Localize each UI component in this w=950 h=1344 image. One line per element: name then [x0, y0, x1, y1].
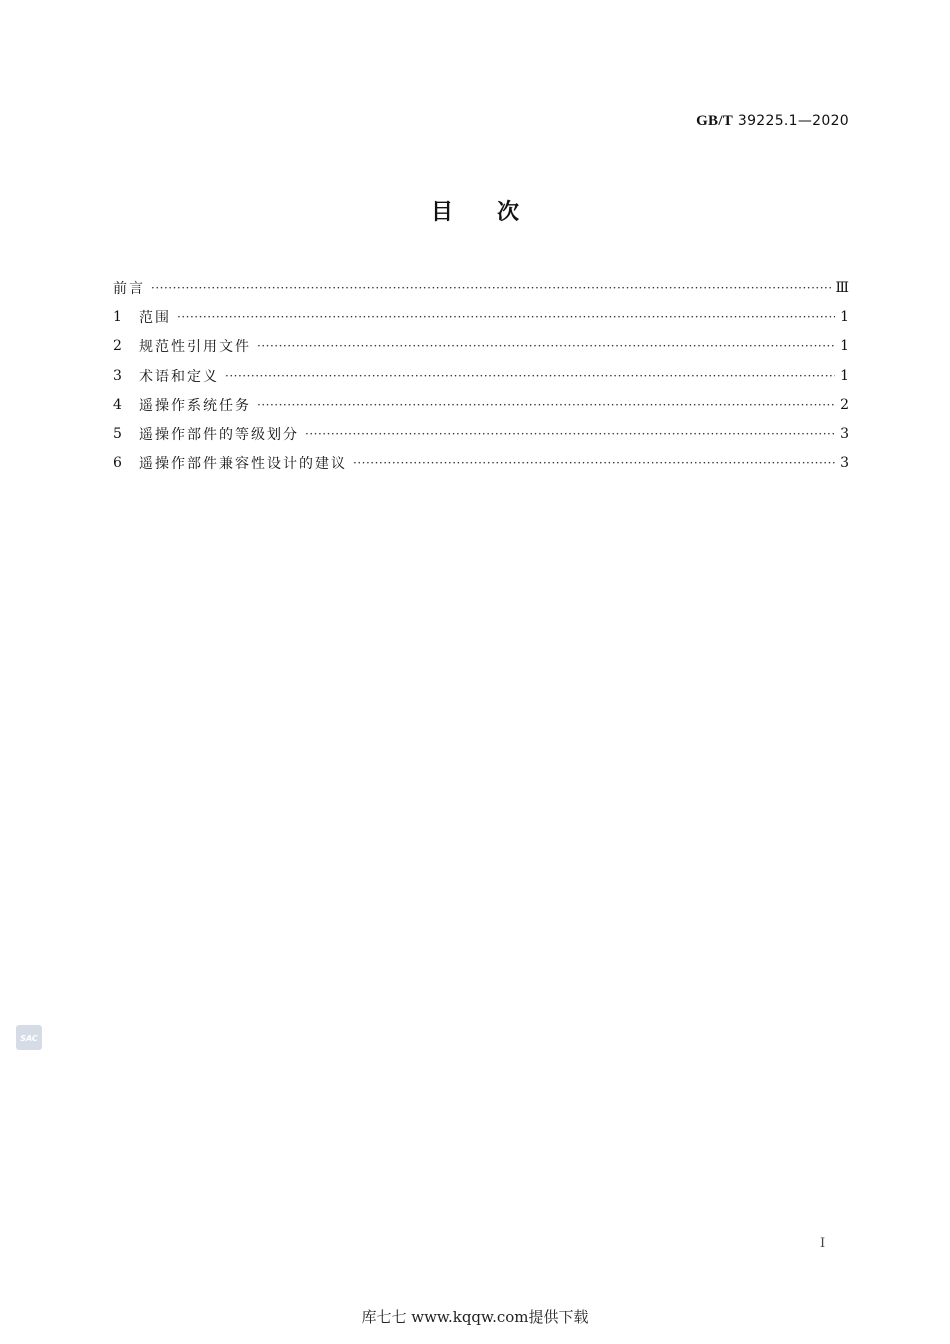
- toc-dot-leader: [225, 369, 835, 383]
- toc-entry-label: 前言: [113, 280, 145, 297]
- toc-entry-page: Ⅲ: [835, 279, 849, 296]
- toc-entry-5[interactable]: [113, 419, 849, 448]
- toc-entry-label: 规范性引用文件: [139, 339, 251, 356]
- toc-entry-label: 范围: [139, 309, 171, 326]
- standard-code: 39225.1—2020: [737, 113, 849, 129]
- toc-title-part1: 目: [430, 200, 453, 225]
- toc-entry-page: 3: [840, 455, 849, 472]
- toc-entry-page: 3: [840, 426, 849, 443]
- toc-dot-leader: [257, 398, 835, 412]
- toc-dot-leader: [257, 339, 835, 353]
- toc-entry-page: 1: [840, 367, 849, 384]
- toc-entry-label: 遥操作系统任务: [139, 397, 251, 414]
- toc-dot-leader: [177, 310, 835, 324]
- toc-entry-number: 2: [113, 338, 122, 355]
- toc-entry-label: 术语和定义: [139, 368, 219, 385]
- toc-entry-page: 2: [840, 396, 849, 413]
- toc-entry-number: 4: [113, 396, 122, 413]
- toc-entry-number: 1: [113, 308, 122, 325]
- download-note: 库七七 www.kqqw.com提供下载: [361, 1308, 589, 1326]
- svg-text:SAC: SAC: [20, 1034, 38, 1043]
- page-number: I: [820, 1236, 826, 1251]
- toc-dot-leader: [353, 456, 835, 470]
- toc-entry-6[interactable]: [113, 449, 849, 478]
- toc-entry-page: 1: [840, 308, 849, 325]
- standard-prefix: GB/T: [696, 113, 734, 129]
- sac-logo-icon: [16, 1025, 42, 1050]
- toc-entry-3[interactable]: [113, 361, 849, 390]
- toc-title: [0, 195, 950, 226]
- toc-dot-leader: [305, 427, 835, 441]
- toc-entry-label: 遥操作部件的等级划分: [139, 427, 299, 444]
- toc-title-part2: 次: [497, 200, 520, 225]
- toc-entry-number: 5: [113, 426, 122, 443]
- toc-entry-1[interactable]: [113, 302, 849, 331]
- toc-entry-preface[interactable]: [113, 273, 849, 302]
- table-of-contents: [113, 273, 849, 478]
- standard-number: [696, 113, 849, 130]
- toc-entry-page: 1: [840, 338, 849, 355]
- toc-entry-label: 遥操作部件兼容性设计的建议: [139, 456, 347, 473]
- toc-entry-4[interactable]: [113, 390, 849, 419]
- toc-entry-2[interactable]: [113, 332, 849, 361]
- toc-entry-number: 3: [113, 367, 122, 384]
- toc-entry-number: 6: [113, 455, 122, 472]
- toc-dot-leader: [151, 281, 831, 295]
